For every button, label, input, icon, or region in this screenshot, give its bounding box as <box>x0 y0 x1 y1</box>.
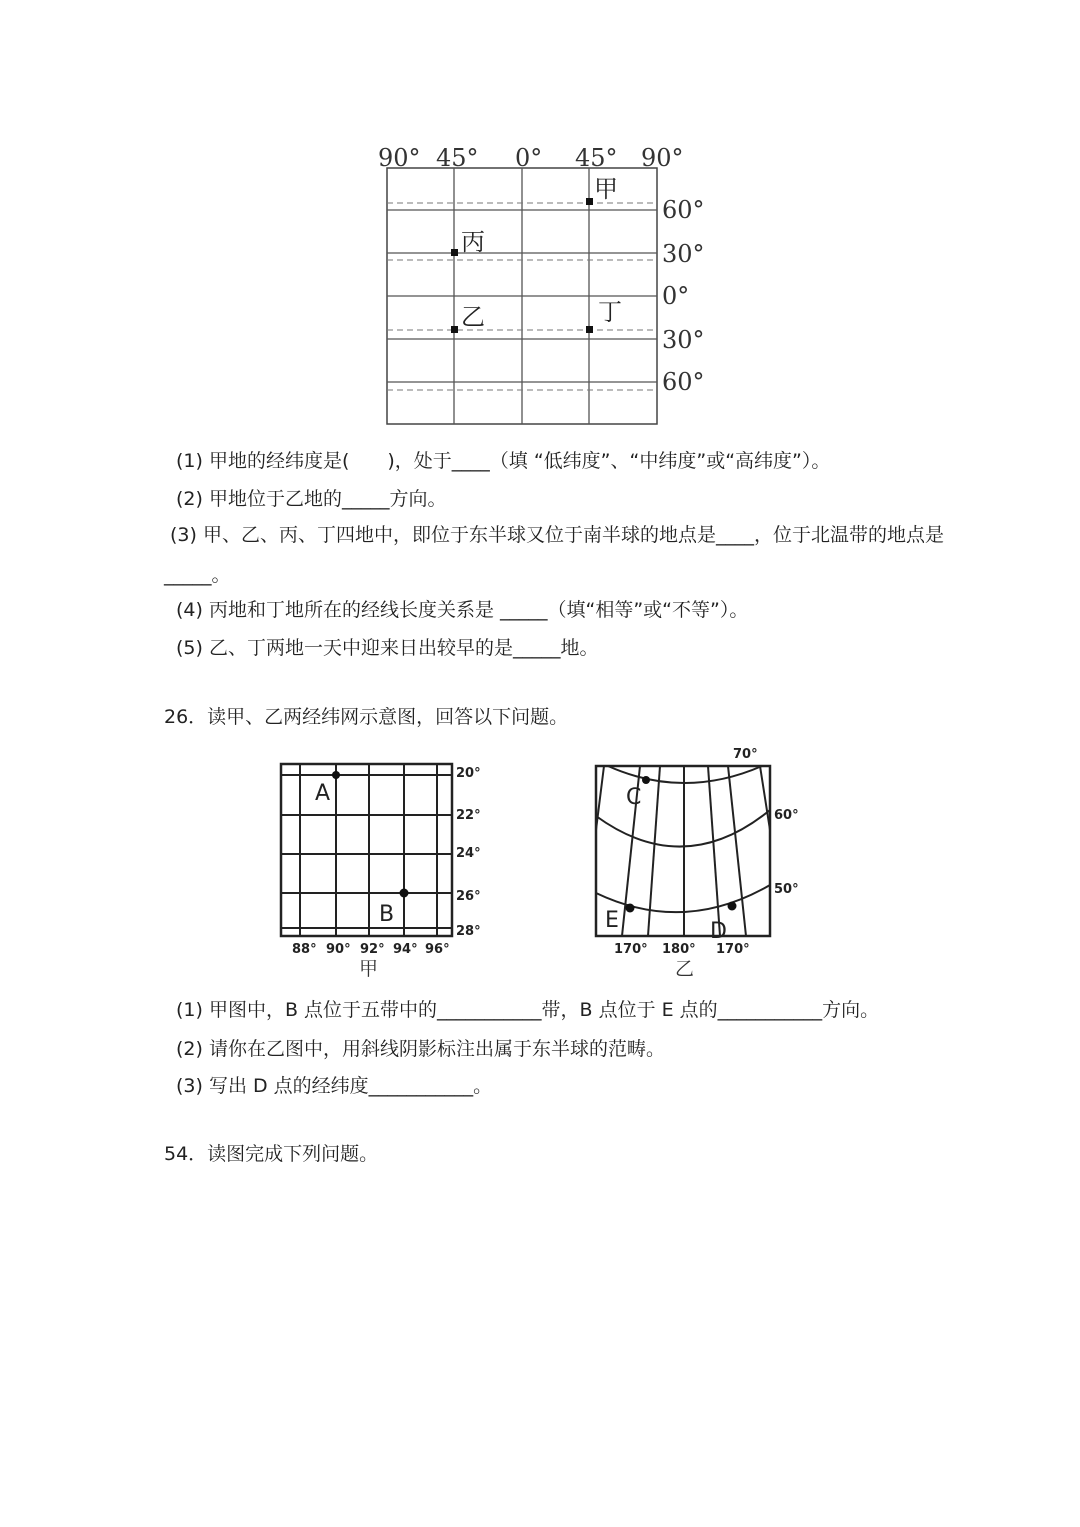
lon-label: 45° <box>436 144 479 172</box>
map-yi-point-d-marker <box>728 902 737 911</box>
q26-title: 26．读甲、乙两经纬网示意图，回答以下问题。 <box>164 706 569 728</box>
map-jia-lon-label: 94° <box>393 942 418 957</box>
map-yi-point-e-label: E <box>605 908 619 933</box>
map-yi-point-c-marker <box>642 776 650 784</box>
lat-label: 60° <box>662 196 705 224</box>
map-yi-meridians <box>596 766 770 936</box>
map-jia-lon-label: 90° <box>326 942 351 957</box>
map-jia-lat-label: 28° <box>456 924 481 939</box>
map-yi-lon-label: 170° <box>614 942 648 957</box>
q25-sub5: (5) 乙、丁两地一天中迎来日出较早的是_____地。 <box>176 637 599 659</box>
map-jia-lon-label: 92° <box>360 942 385 957</box>
lon-label: 90° <box>378 144 421 172</box>
map-yi-lat-label: 70° <box>733 747 758 762</box>
q25-sub4: (4) 丙地和丁地所在的经线长度关系是 _____（填“相等”或“不等”）。 <box>176 599 749 621</box>
q25-sub3-line1: (3) 甲、乙、丙、丁四地中，即位于东半球又位于南半球的地点是____，位于北温带的地点是 <box>170 524 944 546</box>
q25-sub1: (1) 甲地的经纬度是( )，处于____（填 “低纬度”、“中纬度”或“高纬度”）。 <box>176 450 831 472</box>
q26-sub2: (2) 请你在乙图中，用斜线阴影标注出属于东半球的范畴。 <box>176 1038 665 1060</box>
map-jia-point-a-label: A <box>315 781 331 806</box>
map-yi-lon-label: 180° <box>662 942 696 957</box>
lat-label: 60° <box>662 368 705 396</box>
map-yi-lat-label: 50° <box>774 882 799 897</box>
q26-sub1: (1) 甲图中，B 点位于五带中的___________带，B 点位于 E 点的___________方向。 <box>176 999 880 1021</box>
lat-label: 0° <box>662 282 690 310</box>
q26-sub3: (3) 写出 D 点的经纬度___________。 <box>176 1075 493 1097</box>
lon-label: 0° <box>515 144 543 172</box>
map-yi-point-c-label: C <box>626 785 642 810</box>
point-bing-label: 丙 <box>461 228 485 256</box>
map-yi-caption: 乙 <box>675 958 695 980</box>
map-yi-point-d-label: D <box>710 919 727 944</box>
map-jia-caption: 甲 <box>359 958 379 980</box>
map-jia-lon-label: 96° <box>425 942 450 957</box>
q25-sub3-line2: _____。 <box>164 564 231 586</box>
map-jia-lat-label: 22° <box>456 808 481 823</box>
map-jia-lon-label: 88° <box>292 942 317 957</box>
map-jia-lat-label: 26° <box>456 889 481 904</box>
point-yi-label: 乙 <box>461 303 485 331</box>
lon-label: 45° <box>575 144 618 172</box>
map-yi-point-e-marker <box>626 904 635 913</box>
point-jia-label: 甲 <box>594 175 618 203</box>
lon-label: 90° <box>641 144 684 172</box>
map-jia-lat-label: 24° <box>456 846 481 861</box>
map-jia-lat-label: 20° <box>456 766 481 781</box>
map-yi-lat-label: 60° <box>774 808 799 823</box>
lat-label: 30° <box>662 326 705 354</box>
map-jia-point-b-label: B <box>379 902 395 927</box>
lat-label: 30° <box>662 240 705 268</box>
map-yi-lon-label: 170° <box>716 942 750 957</box>
q25-sub2: (2) 甲地位于乙地的_____方向。 <box>176 488 447 510</box>
q54-title: 54．读图完成下列问题。 <box>164 1143 379 1165</box>
point-ding-label: 丁 <box>598 298 622 326</box>
